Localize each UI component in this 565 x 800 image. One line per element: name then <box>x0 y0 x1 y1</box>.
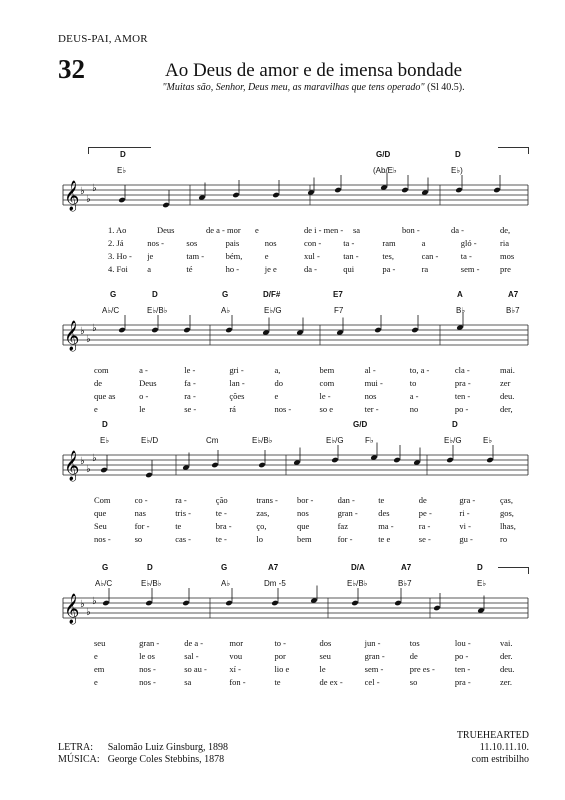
lyric-syllable: ções <box>229 391 245 401</box>
lyric-syllable: ta - <box>343 238 355 248</box>
lyric-syllable: gran - <box>337 508 358 518</box>
chord-symbol: D/F# <box>263 290 281 299</box>
lyric-syllable: po - <box>454 651 469 661</box>
lyric-syllable: sem - <box>460 264 480 274</box>
staff-system <box>63 313 528 353</box>
lyric-syllable: so au - <box>184 664 207 674</box>
lyric-syllable: vai. <box>500 638 513 648</box>
alt-chord-symbol: A♭ <box>221 579 231 588</box>
alt-chord-symbol: E♭/B♭ <box>147 306 168 315</box>
lyric-syllable: lio e <box>274 664 290 674</box>
staff-system <box>63 586 528 626</box>
lyrics-credit-label: LETRA: <box>58 742 93 753</box>
alt-chord-symbol: A♭/C <box>102 306 120 315</box>
lyric-syllable: ra - <box>175 495 187 505</box>
lyric-syllable: no <box>409 404 419 414</box>
staff-system <box>63 173 528 213</box>
lyric-syllable: a - <box>409 391 419 401</box>
lyric-syllable: dan - <box>337 495 355 505</box>
lyric-syllable: e <box>274 391 279 401</box>
lyric-syllable: e <box>264 251 269 261</box>
lyric-syllable: de <box>418 495 427 505</box>
lyric-syllable: zer. <box>500 677 513 687</box>
lyric-syllable: sa <box>184 677 192 687</box>
lyric-syllable: tris - <box>175 508 192 518</box>
lyric-syllable: xí - <box>229 664 241 674</box>
lyric-syllable: que as <box>94 391 116 401</box>
lyric-syllable: te <box>378 495 385 505</box>
flat-icon: ♭ <box>86 194 91 205</box>
lyric-syllable: ram <box>382 238 396 248</box>
lyric-syllable: cla - <box>454 365 470 375</box>
lyric-syllable: pre es - <box>409 664 435 674</box>
lyric-syllable: sa <box>353 225 361 235</box>
flat-icon: ♭ <box>80 326 85 337</box>
lyric-syllable: seu <box>94 638 106 648</box>
lyric-syllable: lou - <box>454 638 471 648</box>
lyric-syllable: fon - <box>229 677 246 687</box>
lyric-syllable: for - <box>337 534 353 544</box>
lyric-syllable: pra - <box>454 677 471 687</box>
lyric-syllable: do <box>274 378 283 388</box>
lyric-syllable: nos - <box>139 664 156 674</box>
lyric-syllable: pe - <box>418 508 432 518</box>
scripture-reference: (Sl 40.5). <box>427 82 465 93</box>
chord-symbol: G/D <box>353 420 368 429</box>
lyric-syllable: de <box>409 651 418 661</box>
lyrics-credit-value: Salomão Luiz Ginsburg, 1898 <box>107 742 229 753</box>
lyric-syllable: jun - <box>364 638 381 648</box>
lyric-syllable: ria <box>500 238 509 248</box>
flat-icon: ♭ <box>86 464 91 475</box>
scripture-quote: "Muitas são, Senhor, Deus meu, as maravilhas que tens operado" <box>162 82 425 93</box>
lyric-syllable: mor <box>229 638 244 648</box>
music-credit-value: George Coles Stebbins, 1878 <box>107 754 225 765</box>
lyric-syllable: se - <box>418 534 431 544</box>
chord-symbol: D <box>477 563 483 572</box>
lyric-syllable: te <box>274 677 281 687</box>
alt-chord-symbol: F7 <box>334 306 344 315</box>
hymn-title: Ao Deus de amor e de imensa bondade <box>164 60 463 81</box>
lyric-syllable: po - <box>454 404 469 414</box>
lyric-syllable: 3. Ho - <box>108 251 132 261</box>
chord-symbol: A7 <box>401 563 412 572</box>
lyric-syllable: pa - <box>382 264 396 274</box>
alt-chord-symbol: E♭/B♭ <box>141 579 162 588</box>
lyric-syllable: ço, <box>256 521 267 531</box>
lyric-syllable: de a - <box>184 638 204 648</box>
lyric-syllable: cel - <box>364 677 380 687</box>
alt-chord-symbol: A♭ <box>221 306 231 315</box>
chord-symbol: D <box>455 150 461 159</box>
flat-icon: ♭ <box>92 323 97 334</box>
lyric-syllable: nos - <box>147 238 164 248</box>
alt-chord-symbol: E♭ <box>477 579 487 588</box>
staff-system <box>63 443 528 483</box>
lyric-syllable: gu - <box>459 534 473 544</box>
lyric-syllable: cas - <box>175 534 191 544</box>
lyric-syllable: bem <box>319 365 335 375</box>
lyric-syllable: ra <box>421 264 429 274</box>
lyric-syllable: nos <box>364 391 377 401</box>
lyric-syllable: Deus <box>139 378 157 388</box>
chord-symbol: G <box>222 290 229 299</box>
lyric-syllable: so e <box>319 404 334 414</box>
lyric-syllable: te e <box>378 534 391 544</box>
lyric-syllable: 4. Foi <box>108 264 128 274</box>
alt-chord-symbol: Dm -5 <box>264 579 286 588</box>
lyric-syllable: zer <box>500 378 511 388</box>
lyric-syllable: je e <box>264 264 277 274</box>
lyric-syllable: te - <box>215 508 227 518</box>
alt-chord-symbol: E♭/G <box>326 436 344 445</box>
section-heading: DEUS-PAI, AMOR <box>58 33 148 45</box>
alt-chord-symbol: E♭ <box>483 436 493 445</box>
lyric-syllable: le <box>319 664 326 674</box>
lyric-syllable: gran - <box>364 651 385 661</box>
hymn-number: 32 <box>58 54 85 84</box>
lyric-syllable: der, <box>500 404 513 414</box>
alt-chord-symbol: Cm <box>206 436 219 445</box>
alt-chord-symbol: E♭ <box>100 436 110 445</box>
flat-icon: ♭ <box>86 607 91 618</box>
lyric-syllable: to - <box>274 638 287 648</box>
lyric-syllable: nos <box>264 238 277 248</box>
alt-chord-symbol: E♭/G <box>444 436 462 445</box>
chord-symbol: G <box>221 563 228 572</box>
lyric-syllable: mai. <box>500 365 515 375</box>
lyric-syllable: bem <box>297 534 312 544</box>
lyric-syllable: por <box>274 651 286 661</box>
lyric-syllable: gos, <box>500 508 514 518</box>
alt-chord-symbol: B♭7 <box>398 579 412 588</box>
lyric-syllable: to, a - <box>409 365 430 375</box>
lyric-syllable: deu. <box>500 664 515 674</box>
lyric-syllable: so <box>409 677 418 687</box>
lyric-syllable: e <box>255 225 259 235</box>
lyric-syllable: ra - <box>184 391 196 401</box>
lyric-syllable: Seu <box>94 521 107 531</box>
lyric-syllable: e <box>94 677 98 687</box>
lyric-syllable: trans - <box>256 495 278 505</box>
alt-chord-symbol: F♭ <box>365 436 374 445</box>
alt-chord-symbol: E♭ <box>117 166 127 175</box>
alt-chord-symbol: E♭/B♭ <box>252 436 273 445</box>
lyric-syllable: deu. <box>500 391 515 401</box>
chord-symbol: A7 <box>268 563 279 572</box>
lyric-syllable: vi - <box>459 521 471 531</box>
chord-symbol: D <box>147 563 153 572</box>
lyric-syllable: gran - <box>139 638 160 648</box>
lyric-syllable: bor - <box>297 495 314 505</box>
alt-chord-symbol: B♭ <box>456 306 466 315</box>
alt-chord-symbol: E♭/G <box>264 306 282 315</box>
lyric-syllable: ter - <box>364 404 379 414</box>
lyric-syllable: que <box>94 508 107 518</box>
lyric-syllable: da - <box>304 264 317 274</box>
lyric-syllable: Com <box>94 495 111 505</box>
lyric-syllable: ten - <box>454 664 471 674</box>
lyric-syllable: gló - <box>460 238 477 248</box>
lyric-syllable: lan - <box>229 378 245 388</box>
chord-symbol: G/D <box>376 150 391 159</box>
lyric-syllable: nas <box>134 508 146 518</box>
lyric-syllable: vou <box>229 651 243 661</box>
lyric-syllable: lo <box>256 534 264 544</box>
lyric-syllable: com <box>94 365 109 375</box>
refrain-note: com estribilho <box>471 754 529 765</box>
lyric-syllable: a <box>421 238 426 248</box>
chord-symbol: D/A <box>351 563 365 572</box>
chord-symbol: D <box>120 150 126 159</box>
lyric-syllable: ro <box>500 534 508 544</box>
alt-chord-symbol: E♭/D <box>141 436 159 445</box>
chord-symbol: D <box>452 420 458 429</box>
chord-symbol: A7 <box>508 290 519 299</box>
lyric-syllable: da - <box>451 225 464 235</box>
lyric-syllable: sal - <box>184 651 199 661</box>
lyric-syllable: qui <box>343 264 355 274</box>
lyric-syllable: sem - <box>364 664 384 674</box>
lyric-syllable: co - <box>134 495 148 505</box>
chord-symbol: D <box>152 290 158 299</box>
lyric-syllable: le - <box>184 365 196 375</box>
chord-symbol: E7 <box>333 290 343 299</box>
lyric-syllable: rá <box>229 404 236 414</box>
lyric-syllable: can - <box>421 251 439 261</box>
flat-icon: ♭ <box>92 183 97 194</box>
flat-icon: ♭ <box>80 599 85 610</box>
lyric-syllable: bém, <box>225 251 243 261</box>
treble-clef-icon: 𝄞 <box>64 181 80 211</box>
lyric-syllable: Deus <box>157 225 175 235</box>
lyric-syllable: sos <box>186 238 198 248</box>
lyric-syllable: 1. Ao <box>108 225 127 235</box>
lyric-syllable: der. <box>500 651 513 661</box>
lyric-syllable: dos <box>319 638 332 648</box>
lyric-syllable: gra - <box>459 495 476 505</box>
flat-icon: ♭ <box>86 334 91 345</box>
lyric-syllable: le os <box>139 651 155 661</box>
lyric-syllable: e <box>94 651 98 661</box>
lyric-syllable: tan - <box>343 251 359 261</box>
lyric-syllable: des <box>378 508 390 518</box>
meter: 11.10.11.10. <box>479 742 529 753</box>
lyric-syllable: pais <box>225 238 240 248</box>
lyric-syllable: ra - <box>418 521 431 531</box>
lyric-syllable: gri - <box>229 365 244 375</box>
lyric-syllable: faz <box>337 521 348 531</box>
lyric-syllable: te - <box>215 534 227 544</box>
lyric-syllable: de, <box>500 225 511 235</box>
lyric-syllable: ma - <box>378 521 394 531</box>
lyric-syllable: ção <box>215 495 228 505</box>
lyric-syllable: ri - <box>459 508 470 518</box>
lyric-syllable: pre <box>500 264 511 274</box>
treble-clef-icon: 𝄞 <box>64 594 80 624</box>
lyric-syllable: so <box>134 534 143 544</box>
lyric-syllable: 2. Já <box>108 238 124 248</box>
lyric-syllable: se - <box>184 404 197 414</box>
flat-icon: ♭ <box>92 596 97 607</box>
lyric-syllable: nos - <box>139 677 156 687</box>
lyric-syllable: fa - <box>184 378 196 388</box>
chord-symbol: D <box>102 420 108 429</box>
lyric-syllable: a - <box>139 365 148 375</box>
lyric-syllable: de <box>94 378 103 388</box>
lyric-syllable: zas, <box>256 508 270 518</box>
lyric-syllable: nos <box>297 508 309 518</box>
lyric-syllable: ten - <box>454 391 471 401</box>
lyric-syllable: em <box>94 664 105 674</box>
lyric-syllable: le <box>139 404 146 414</box>
lyric-syllable: a, <box>274 365 281 375</box>
alt-chord-symbol: B♭7 <box>506 306 520 315</box>
lyric-syllable: nos - <box>94 534 111 544</box>
lyric-syllable: e <box>94 404 98 414</box>
alt-chord-symbol: E♭/B♭ <box>347 579 368 588</box>
flat-icon: ♭ <box>80 456 85 467</box>
treble-clef-icon: 𝄞 <box>64 321 80 351</box>
lyric-syllable: le - <box>319 391 331 401</box>
lyric-syllable: tam - <box>186 251 205 261</box>
lyric-syllable: de ex - <box>319 677 343 687</box>
tune-info <box>457 730 529 766</box>
flat-icon: ♭ <box>80 186 85 197</box>
chord-symbol: A <box>457 290 463 299</box>
lyric-syllable: lhas, <box>500 521 516 531</box>
lyric-syllable: té <box>186 264 193 274</box>
lyric-syllable: nos - <box>274 404 292 414</box>
treble-clef-icon: 𝄞 <box>64 451 80 481</box>
lyric-syllable: te <box>175 521 182 531</box>
lyric-syllable: o - <box>139 391 149 401</box>
lyric-syllable: tes, <box>382 251 394 261</box>
lyric-syllable: al - <box>364 365 376 375</box>
lyric-syllable: tos <box>409 638 420 648</box>
lyric-syllable: mos <box>500 251 515 261</box>
lyric-syllable: to <box>409 378 417 388</box>
lyric-syllable: de i - men - <box>304 225 344 235</box>
credits <box>58 742 236 766</box>
chord-symbol: G <box>110 290 117 299</box>
lyric-syllable: je <box>147 251 154 261</box>
lyric-syllable: seu <box>319 651 331 661</box>
lyric-syllable: de a - mor <box>206 225 241 235</box>
tune-name: TRUEHEARTED <box>456 730 529 741</box>
alt-chord-symbol: E♭) <box>451 166 463 175</box>
lyric-syllable: ças, <box>500 495 513 505</box>
lyric-syllable: mui - <box>364 378 383 388</box>
chord-symbol: G <box>102 563 109 572</box>
lyric-syllable: xul - <box>304 251 320 261</box>
lyric-syllable: con - <box>304 238 322 248</box>
alt-chord-symbol: A♭/C <box>95 579 113 588</box>
flat-icon: ♭ <box>92 453 97 464</box>
lyric-syllable: bon - <box>402 225 420 235</box>
lyric-syllable: a <box>147 264 151 274</box>
lyric-syllable: com <box>319 378 335 388</box>
lyric-syllable: ho - <box>225 264 240 274</box>
lyric-syllable: ta - <box>460 251 472 261</box>
lyric-syllable: bra - <box>215 521 232 531</box>
lyric-syllable: que <box>297 521 310 531</box>
lyric-syllable: for - <box>134 521 150 531</box>
music-credit-label: MÚSICA: <box>58 754 100 765</box>
alt-chord-symbol: (Ab/E♭ <box>373 166 397 175</box>
lyric-syllable: pra - <box>454 378 471 388</box>
